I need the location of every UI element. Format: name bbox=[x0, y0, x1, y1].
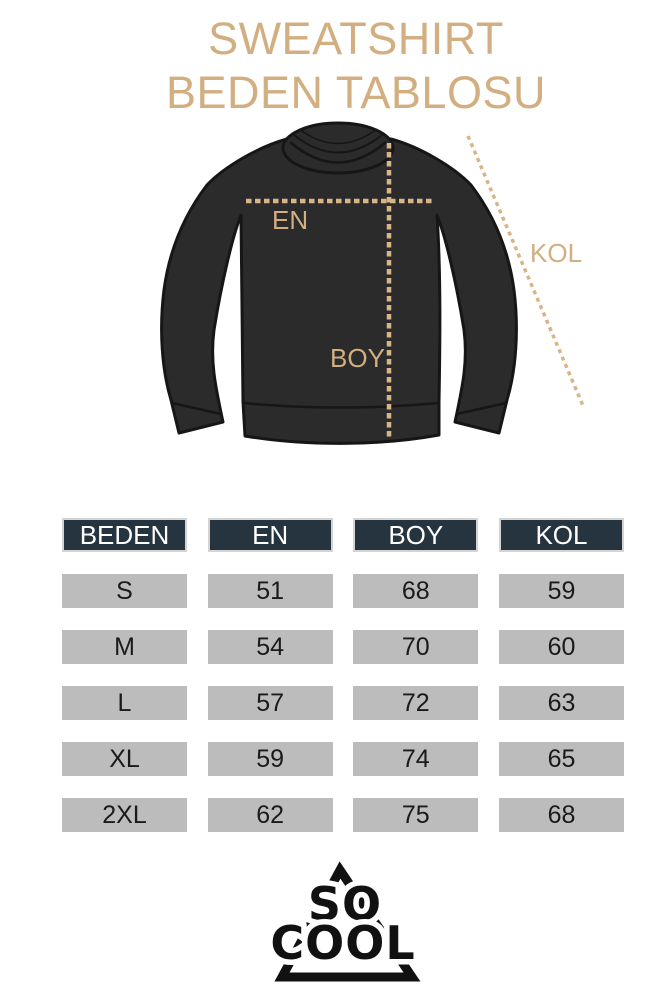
en-cell: 59 bbox=[208, 742, 333, 776]
size-cell: L bbox=[62, 686, 187, 720]
header-beden: BEDEN bbox=[62, 518, 187, 552]
boy-cell: 75 bbox=[353, 798, 478, 832]
size-cell: 2XL bbox=[62, 798, 187, 832]
kol-cell: 63 bbox=[499, 686, 624, 720]
size-table bbox=[62, 518, 624, 832]
size-cell: M bbox=[62, 630, 187, 664]
en-cell: 62 bbox=[208, 798, 333, 832]
boy-cell: 68 bbox=[353, 574, 478, 608]
boy-cell: 74 bbox=[353, 742, 478, 776]
en-cell: 51 bbox=[208, 574, 333, 608]
logo-text-line2: COOL bbox=[270, 916, 416, 970]
sleeve-label: KOL bbox=[530, 238, 583, 268]
en-cell: 57 bbox=[208, 686, 333, 720]
en-cell: 54 bbox=[208, 630, 333, 664]
boy-cell: 72 bbox=[353, 686, 478, 720]
page-title-line1: SWEATSHIRT bbox=[208, 13, 504, 64]
kol-cell: 60 bbox=[499, 630, 624, 664]
length-label: BOY bbox=[330, 343, 385, 373]
brand-logo bbox=[258, 856, 434, 986]
sweatshirt-illustration bbox=[162, 123, 517, 443]
sweatshirt-diagram bbox=[0, 115, 667, 460]
page-title-line2: BEDEN TABLOSU bbox=[166, 67, 546, 118]
kol-cell: 68 bbox=[499, 798, 624, 832]
logo-text-line1: SO bbox=[307, 877, 383, 931]
size-cell: XL bbox=[62, 742, 187, 776]
header-en: EN bbox=[208, 518, 333, 552]
width-label: EN bbox=[272, 205, 309, 235]
page-title bbox=[45, 12, 667, 120]
header-boy: BOY bbox=[353, 518, 478, 552]
header-kol: KOL bbox=[499, 518, 624, 552]
sweatshirt-body bbox=[162, 139, 517, 443]
kol-cell: 59 bbox=[499, 574, 624, 608]
size-cell: S bbox=[62, 574, 187, 608]
boy-cell: 70 bbox=[353, 630, 478, 664]
kol-cell: 65 bbox=[499, 742, 624, 776]
